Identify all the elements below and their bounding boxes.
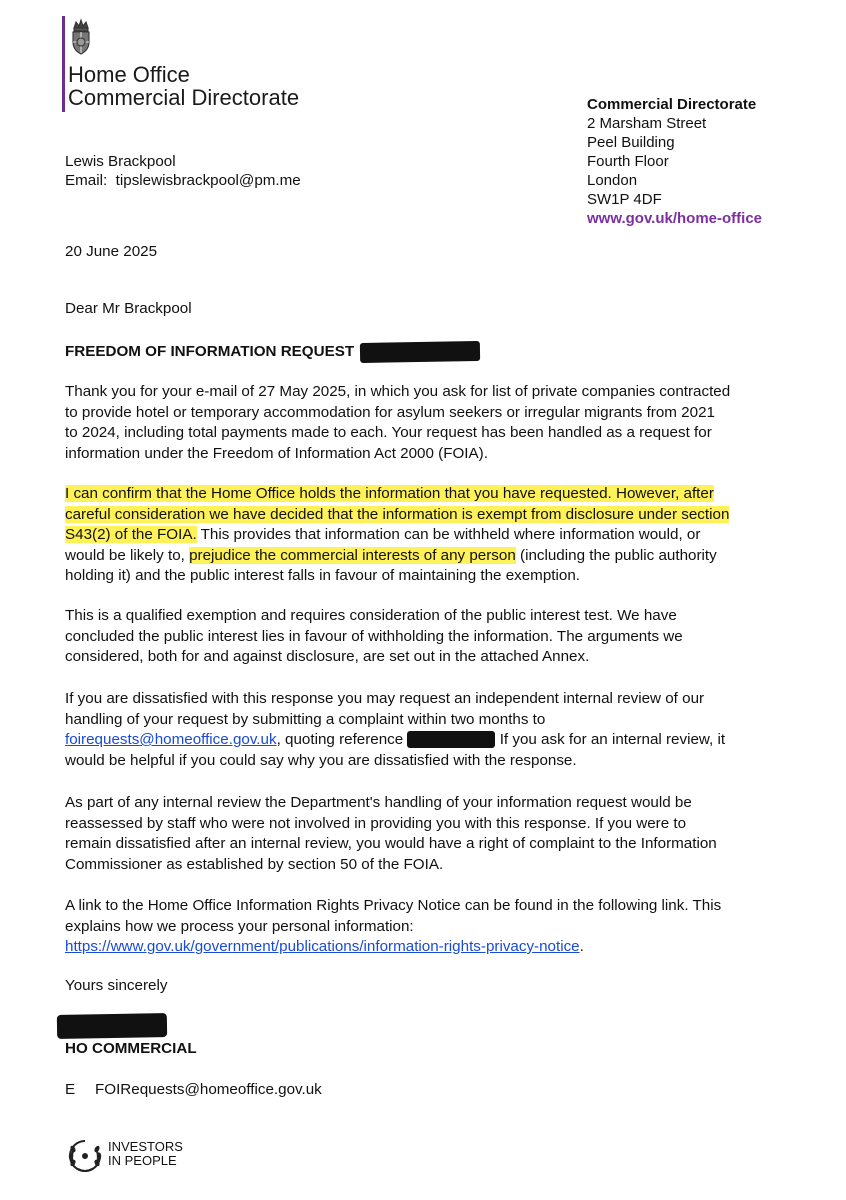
recipient-email-label: Email: — [65, 172, 108, 189]
highlighted-text: I can confirm that the Home Office holds the information that you have requested. However, after — [65, 485, 714, 502]
text-line: If you are dissatisfied with this response you may request an independent internal review of our — [65, 690, 705, 707]
text-segment: , quoting reference — [276, 731, 404, 748]
text-line: Thank you for your e-mail of 27 May 2025, in which you ask for list of private companies contracted — [65, 383, 731, 400]
text-line: considered, both for and against disclosure, are set out in the attached Annex. — [65, 648, 590, 665]
text-line — [65, 546, 785, 567]
iip-line-2: IN PEOPLE — [108, 1153, 177, 1168]
highlighted-text: prejudice the commercial interests of any person — [189, 546, 516, 564]
privacy-notice-link[interactable]: https://www.gov.uk/government/publications/information-rights-privacy-notice — [65, 938, 580, 955]
department-name — [68, 63, 299, 109]
address-city: London — [587, 172, 638, 189]
investors-in-people-text — [108, 1140, 183, 1168]
royal-crest-icon — [68, 16, 94, 58]
sender-address — [587, 95, 762, 228]
text-line: handling of your request by submitting a complaint within two months to — [65, 710, 546, 728]
text-line: reassessed by staff who were not involved in providing you with this response. If you were to — [65, 814, 687, 832]
contact-line — [65, 1081, 322, 1098]
text-line: remain dissatisfied after an internal review, you would have a right of complaint to the Information — [65, 835, 717, 852]
paragraph-review-process — [65, 793, 785, 875]
iip-line-1: INVESTORS — [108, 1139, 183, 1154]
text-line: explains how we process your personal information: — [65, 917, 414, 935]
text-line: would be helpful if you could say why you are dissatisfied with the response. — [65, 751, 577, 769]
address-building: Peel Building — [587, 134, 675, 151]
department-line-2: Commercial Directorate — [68, 85, 300, 110]
contact-label: E — [65, 1081, 76, 1098]
paragraph-internal-review — [65, 689, 785, 771]
address-website-link[interactable]: www.gov.uk/home-office — [587, 210, 763, 227]
address-street: 2 Marsham Street — [587, 115, 707, 132]
paragraph-privacy-notice — [65, 896, 785, 958]
recipient-block — [65, 152, 301, 190]
text-line — [65, 937, 785, 958]
contact-email: FOIRequests@homeoffice.gov.uk — [95, 1081, 322, 1098]
closing: Yours sincerely — [65, 977, 168, 994]
text-line: A link to the Home Office Information Rights Privacy Notice can be found in the following link. This — [65, 897, 722, 914]
investors-in-people-icon — [64, 1135, 106, 1177]
brand-bar — [62, 16, 65, 112]
recipient-email-line — [65, 171, 301, 190]
text-segment: would be likely to, — [65, 546, 190, 564]
text-line: to 2024, including total payments made to each. Your request has been handled as a request for — [65, 424, 712, 441]
text-line — [65, 525, 785, 546]
highlighted-text: S43(2) of the FOIA. — [65, 526, 197, 543]
paragraph-public-interest — [65, 606, 785, 668]
redacted-reference — [360, 341, 480, 363]
highlighted-text: careful consideration we have decided that the information is exempt from disclosure under section — [65, 505, 730, 523]
text-line: holding it) and the public interest falls in favour of maintaining the exemption. — [65, 567, 580, 584]
address-name: Commercial Directorate — [587, 96, 757, 113]
recipient-email: tipslewisbrackpool@pm.me — [115, 172, 301, 189]
department-line-1: Home Office — [68, 62, 190, 87]
salutation: Dear Mr Brackpool — [65, 300, 192, 317]
text-line: Commissioner as established by section 50 of the FOIA. — [65, 855, 444, 873]
letter-heading — [65, 342, 480, 362]
text-segment: This provides that information can be withheld where information would, or — [196, 526, 701, 543]
text-line: This is a qualified exemption and requires consideration of the public interest test. We have — [65, 607, 677, 624]
recipient-name: Lewis Brackpool — [65, 153, 176, 170]
address-floor: Fourth Floor — [587, 153, 669, 170]
redacted-signature — [57, 1013, 167, 1039]
text-segment: . — [579, 938, 584, 955]
text-segment: If you ask for an internal review, it — [495, 731, 726, 748]
paragraph-exemption — [65, 484, 785, 587]
text-line — [65, 730, 785, 751]
text-segment: (including the public authority — [515, 546, 717, 564]
redacted-reference — [407, 731, 495, 748]
heading-text: FREEDOM OF INFORMATION REQUEST — [65, 343, 355, 361]
text-line: information under the Freedom of Information Act 2000 (FOIA). — [65, 444, 488, 462]
text-line: to provide hotel or temporary accommodation for asylum seekers or irregular migrants from 2021 — [65, 403, 715, 421]
text-line: As part of any internal review the Department's handling of your information request would be — [65, 794, 692, 811]
foi-email-link[interactable]: foirequests@homeoffice.gov.uk — [65, 731, 277, 748]
text-line-highlighted — [65, 505, 785, 526]
letter-date: 20 June 2025 — [65, 243, 158, 260]
text-line-highlighted — [65, 484, 785, 505]
address-postcode: SW1P 4DF — [587, 191, 662, 208]
text-line: concluded the public interest lies in favour of withholding the information. The arguments we — [65, 627, 683, 645]
paragraph-request-summary — [65, 382, 785, 464]
signatory: HO COMMERCIAL — [65, 1040, 197, 1057]
